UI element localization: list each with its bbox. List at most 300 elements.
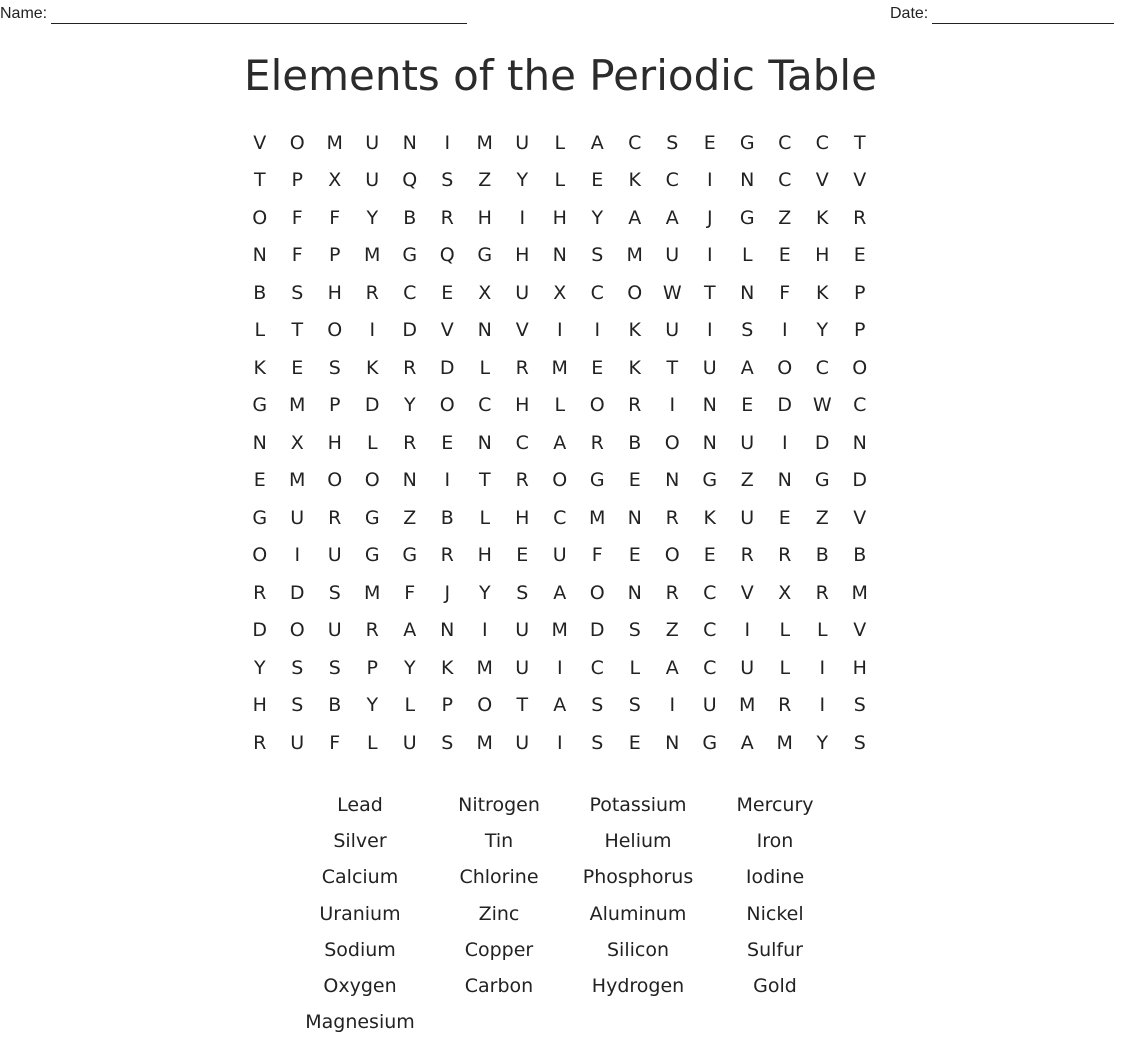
grid-letter: V bbox=[440, 319, 454, 342]
grid-letter: U bbox=[702, 694, 717, 717]
grid-letter: R bbox=[253, 581, 267, 604]
grid-letter: E bbox=[441, 281, 454, 304]
grid-letter: R bbox=[665, 581, 679, 604]
grid-letter: N bbox=[402, 131, 417, 154]
grid-letter: C bbox=[778, 131, 792, 154]
grid-letter: N bbox=[627, 581, 642, 604]
grid-letter: F bbox=[329, 206, 341, 229]
grid-letter: I bbox=[744, 619, 751, 642]
grid-letter: L bbox=[404, 694, 416, 717]
grid-letter: D bbox=[252, 619, 268, 642]
grid-letter: C bbox=[590, 281, 604, 304]
grid-letter: X bbox=[290, 431, 304, 454]
grid-letter: C bbox=[703, 656, 717, 679]
grid-letter: D bbox=[289, 581, 305, 604]
name-label: Name: bbox=[0, 5, 48, 22]
grid-letter: T bbox=[666, 356, 679, 379]
grid-letter: A bbox=[403, 619, 417, 642]
grid-letter: Y bbox=[591, 206, 604, 229]
grid-letter: K bbox=[441, 656, 454, 679]
word-list-item: Sodium bbox=[324, 938, 396, 961]
grid-letter: C bbox=[553, 506, 567, 529]
grid-letter: M bbox=[626, 244, 643, 267]
grid-letter: A bbox=[665, 656, 679, 679]
grid-letter: U bbox=[740, 506, 755, 529]
grid-letter: G bbox=[364, 506, 380, 529]
grid-letter: P bbox=[329, 394, 341, 417]
grid-letter: T bbox=[253, 169, 266, 192]
grid-letter: V bbox=[515, 319, 529, 342]
grid-letter: L bbox=[741, 244, 753, 267]
grid-letter: S bbox=[853, 694, 866, 717]
grid-letter: G bbox=[402, 544, 418, 567]
grid-letter: N bbox=[627, 506, 642, 529]
grid-letter: N bbox=[477, 431, 492, 454]
grid-letter: N bbox=[552, 244, 567, 267]
grid-letter: I bbox=[294, 544, 301, 567]
grid-letter: V bbox=[853, 506, 867, 529]
grid-letter: O bbox=[439, 394, 455, 417]
grid-letter: U bbox=[327, 544, 342, 567]
grid-letter: O bbox=[777, 356, 793, 379]
grid-letter: C bbox=[665, 169, 679, 192]
letter-grid bbox=[241, 124, 878, 762]
grid-letter: V bbox=[815, 169, 829, 192]
grid-letter: U bbox=[665, 319, 680, 342]
grid-letter: V bbox=[253, 131, 267, 154]
grid-letter: S bbox=[328, 656, 341, 679]
grid-letter: D bbox=[814, 431, 830, 454]
grid-letter: A bbox=[665, 206, 679, 229]
grid-letter: K bbox=[703, 506, 716, 529]
grid-letter: I bbox=[819, 694, 826, 717]
grid-letter: I bbox=[781, 431, 788, 454]
grid-letter: Y bbox=[366, 206, 379, 229]
grid-letter: I bbox=[519, 206, 526, 229]
grid-letter: Q bbox=[439, 244, 455, 267]
grid-letter: U bbox=[552, 544, 567, 567]
word-list-item: Iron bbox=[756, 830, 794, 853]
grid-letter: P bbox=[854, 281, 866, 304]
grid-letter: E bbox=[741, 394, 754, 417]
grid-letter: E bbox=[591, 169, 604, 192]
grid-letter: I bbox=[594, 319, 601, 342]
grid-letter: C bbox=[703, 581, 717, 604]
grid-letter: C bbox=[590, 656, 604, 679]
grid-letter: A bbox=[553, 581, 567, 604]
grid-letter: K bbox=[366, 356, 379, 379]
grid-letter: P bbox=[291, 169, 303, 192]
grid-letter: H bbox=[552, 206, 567, 229]
grid-letter: B bbox=[328, 694, 342, 717]
grid-letter: Z bbox=[740, 469, 754, 492]
grid-letter: F bbox=[404, 581, 416, 604]
grid-letter: C bbox=[478, 394, 492, 417]
word-list-item: Nickel bbox=[746, 902, 804, 925]
grid-letter: O bbox=[477, 694, 493, 717]
word-list-item: Helium bbox=[604, 830, 672, 853]
grid-letter: G bbox=[364, 544, 380, 567]
grid-letter: C bbox=[403, 281, 417, 304]
grid-letter: O bbox=[852, 356, 868, 379]
grid-letter: N bbox=[702, 394, 717, 417]
grid-letter: S bbox=[628, 619, 641, 642]
grid-letter: N bbox=[665, 731, 680, 754]
grid-letter: H bbox=[852, 656, 867, 679]
word-list-item: Uranium bbox=[319, 902, 401, 925]
word-list bbox=[290, 787, 842, 1040]
grid-letter: D bbox=[852, 469, 868, 492]
grid-letter: M bbox=[364, 244, 381, 267]
grid-letter: R bbox=[665, 506, 679, 529]
grid-letter: S bbox=[591, 731, 604, 754]
grid-letter: Q bbox=[402, 169, 418, 192]
grid-letter: W bbox=[812, 394, 832, 417]
grid-letter: K bbox=[628, 356, 641, 379]
grid-letter: Y bbox=[516, 169, 529, 192]
grid-letter: M bbox=[851, 581, 868, 604]
grid-letter: L bbox=[816, 619, 828, 642]
grid-letter: O bbox=[289, 131, 305, 154]
grid-letter: U bbox=[290, 731, 305, 754]
grid-letter: M bbox=[776, 731, 793, 754]
grid-letter: M bbox=[326, 131, 343, 154]
grid-letter: S bbox=[666, 131, 679, 154]
grid-letter: L bbox=[479, 356, 491, 379]
grid-letter: U bbox=[365, 131, 380, 154]
grid-letter: S bbox=[741, 319, 754, 342]
grid-letter: K bbox=[816, 281, 829, 304]
grid-letter: G bbox=[402, 244, 418, 267]
grid-letter: F bbox=[591, 544, 603, 567]
grid-letter: S bbox=[591, 694, 604, 717]
grid-letter: H bbox=[327, 431, 342, 454]
grid-letter: N bbox=[402, 469, 417, 492]
grid-letter: W bbox=[662, 281, 682, 304]
grid-letter: Y bbox=[816, 731, 829, 754]
grid-letter: I bbox=[669, 694, 676, 717]
name-blank-line[interactable] bbox=[51, 7, 467, 24]
grid-letter: E bbox=[441, 431, 454, 454]
grid-letter: I bbox=[556, 656, 563, 679]
grid-letter: P bbox=[329, 244, 341, 267]
grid-letter: M bbox=[289, 394, 306, 417]
grid-letter: C bbox=[815, 131, 829, 154]
grid-letter: E bbox=[253, 469, 266, 492]
grid-letter: R bbox=[515, 469, 529, 492]
grid-letter: G bbox=[252, 506, 268, 529]
grid-letter: C bbox=[853, 394, 867, 417]
grid-letter: R bbox=[440, 544, 454, 567]
word-list-item: Hydrogen bbox=[591, 974, 685, 997]
grid-letter: E bbox=[291, 356, 304, 379]
grid-letter: N bbox=[702, 431, 717, 454]
grid-letter: I bbox=[706, 169, 713, 192]
grid-letter: F bbox=[779, 281, 791, 304]
grid-letter: C bbox=[778, 169, 792, 192]
grid-letter: Z bbox=[478, 169, 492, 192]
grid-letter: R bbox=[365, 619, 379, 642]
grid-letter: Y bbox=[366, 694, 379, 717]
word-list-item: Oxygen bbox=[323, 974, 397, 997]
grid-letter: U bbox=[327, 619, 342, 642]
grid-letter: S bbox=[291, 656, 304, 679]
grid-letter: F bbox=[291, 244, 303, 267]
grid-letter: O bbox=[289, 619, 305, 642]
grid-letter: I bbox=[481, 619, 488, 642]
grid-letter: I bbox=[369, 319, 376, 342]
grid-letter: T bbox=[853, 131, 866, 154]
grid-letter: U bbox=[740, 431, 755, 454]
grid-letter: M bbox=[476, 131, 493, 154]
page-title: Elements of the Periodic Table bbox=[244, 51, 877, 100]
grid-letter: Y bbox=[403, 394, 416, 417]
grid-letter: S bbox=[291, 694, 304, 717]
name-field[interactable] bbox=[0, 4, 467, 24]
grid-letter: O bbox=[664, 544, 680, 567]
grid-letter: H bbox=[515, 244, 530, 267]
grid-letter: M bbox=[476, 656, 493, 679]
grid-letter: D bbox=[402, 319, 418, 342]
grid-letter: S bbox=[628, 694, 641, 717]
grid-letter: S bbox=[441, 169, 454, 192]
grid-letter: U bbox=[515, 281, 530, 304]
grid-letter: G bbox=[739, 206, 755, 229]
grid-letter: F bbox=[291, 206, 303, 229]
grid-letter: M bbox=[589, 506, 606, 529]
grid-letter: I bbox=[669, 394, 676, 417]
grid-letter: L bbox=[554, 169, 566, 192]
grid-letter: S bbox=[328, 581, 341, 604]
grid-letter: E bbox=[853, 244, 866, 267]
grid-letter: J bbox=[706, 206, 713, 229]
grid-letter: Z bbox=[778, 206, 792, 229]
grid-letter: G bbox=[702, 469, 718, 492]
grid-letter: O bbox=[589, 394, 605, 417]
date-blank-line[interactable] bbox=[932, 7, 1114, 24]
grid-letter: G bbox=[252, 394, 268, 417]
grid-letter: H bbox=[515, 394, 530, 417]
grid-letter: N bbox=[777, 469, 792, 492]
grid-letter: I bbox=[781, 319, 788, 342]
grid-letter: R bbox=[740, 544, 754, 567]
grid-letter: N bbox=[740, 281, 755, 304]
word-list-item: Aluminum bbox=[589, 902, 687, 925]
grid-letter: G bbox=[477, 244, 493, 267]
grid-letter: S bbox=[853, 731, 866, 754]
grid-letter: Y bbox=[253, 656, 266, 679]
word-list-item: Carbon bbox=[464, 974, 534, 997]
grid-letter: Z bbox=[403, 506, 417, 529]
grid-letter: G bbox=[589, 469, 605, 492]
grid-letter: R bbox=[440, 206, 454, 229]
grid-letter: T bbox=[291, 319, 304, 342]
grid-letter: R bbox=[815, 581, 829, 604]
grid-letter: O bbox=[627, 281, 643, 304]
word-list-item: Calcium bbox=[321, 866, 399, 889]
grid-letter: U bbox=[515, 731, 530, 754]
grid-letter: O bbox=[664, 431, 680, 454]
grid-letter: H bbox=[327, 281, 342, 304]
grid-letter: E bbox=[778, 244, 791, 267]
grid-letter: E bbox=[516, 544, 529, 567]
date-label: Date: bbox=[890, 5, 929, 22]
grid-letter: H bbox=[252, 694, 267, 717]
grid-letter: S bbox=[441, 731, 454, 754]
grid-letter: B bbox=[628, 431, 642, 454]
word-list-item: Chlorine bbox=[459, 866, 539, 889]
grid-letter: M bbox=[551, 619, 568, 642]
grid-letter: Y bbox=[816, 319, 829, 342]
grid-letter: B bbox=[440, 506, 454, 529]
grid-letter: U bbox=[365, 169, 380, 192]
grid-letter: F bbox=[329, 731, 341, 754]
grid-letter: O bbox=[327, 469, 343, 492]
word-list-item: Sulfur bbox=[747, 938, 803, 961]
grid-letter: V bbox=[853, 169, 867, 192]
grid-letter: E bbox=[628, 469, 641, 492]
grid-letter: M bbox=[289, 469, 306, 492]
grid-letter: K bbox=[816, 206, 829, 229]
grid-letter: G bbox=[739, 131, 755, 154]
grid-letter: H bbox=[477, 206, 492, 229]
grid-letter: M bbox=[364, 581, 381, 604]
grid-letter: T bbox=[478, 469, 491, 492]
grid-letter: R bbox=[403, 356, 417, 379]
grid-letter: L bbox=[554, 394, 566, 417]
word-list-item: Gold bbox=[753, 974, 797, 997]
grid-letter: U bbox=[702, 356, 717, 379]
grid-letter: T bbox=[516, 694, 529, 717]
grid-letter: D bbox=[364, 394, 380, 417]
word-list-item: Magnesium bbox=[305, 1011, 415, 1034]
word-list-item: Mercury bbox=[736, 794, 814, 816]
grid-letter: S bbox=[516, 581, 529, 604]
word-list-item: Lead bbox=[337, 794, 383, 816]
grid-letter: D bbox=[589, 619, 605, 642]
grid-letter: M bbox=[476, 731, 493, 754]
word-list-item: Phosphorus bbox=[582, 866, 694, 889]
grid-letter: I bbox=[556, 319, 563, 342]
grid-letter: H bbox=[815, 244, 830, 267]
grid-letter: O bbox=[552, 469, 568, 492]
grid-letter: L bbox=[366, 431, 378, 454]
grid-letter: A bbox=[590, 131, 604, 154]
grid-letter: R bbox=[365, 281, 379, 304]
grid-letter: B bbox=[403, 206, 417, 229]
grid-letter: U bbox=[665, 244, 680, 267]
grid-letter: B bbox=[253, 281, 267, 304]
grid-letter: N bbox=[477, 319, 492, 342]
grid-letter: L bbox=[366, 731, 378, 754]
grid-letter: L bbox=[554, 131, 566, 154]
grid-letter: R bbox=[628, 394, 642, 417]
grid-letter: A bbox=[628, 206, 642, 229]
grid-letter: O bbox=[364, 469, 380, 492]
grid-letter: N bbox=[665, 469, 680, 492]
grid-letter: L bbox=[779, 619, 791, 642]
grid-letter: R bbox=[328, 506, 342, 529]
grid-letter: U bbox=[290, 506, 305, 529]
grid-letter: I bbox=[444, 469, 451, 492]
grid-letter: P bbox=[366, 656, 378, 679]
grid-letter: O bbox=[252, 544, 268, 567]
grid-letter: U bbox=[515, 619, 530, 642]
grid-letter: L bbox=[254, 319, 266, 342]
grid-letter: I bbox=[706, 244, 713, 267]
grid-letter: C bbox=[515, 431, 529, 454]
grid-letter: L bbox=[629, 656, 641, 679]
grid-letter: O bbox=[589, 581, 605, 604]
grid-letter: N bbox=[252, 244, 267, 267]
grid-letter: X bbox=[778, 581, 792, 604]
grid-letter: T bbox=[703, 281, 716, 304]
grid-letter: C bbox=[703, 619, 717, 642]
grid-letter: K bbox=[253, 356, 266, 379]
grid-letter: R bbox=[515, 356, 529, 379]
grid-letter: I bbox=[706, 319, 713, 342]
word-list-item: Tin bbox=[484, 830, 514, 853]
grid-letter: H bbox=[515, 506, 530, 529]
grid-letter: D bbox=[439, 356, 455, 379]
grid-letter: E bbox=[591, 356, 604, 379]
grid-letter: R bbox=[778, 544, 792, 567]
grid-letter: Z bbox=[665, 619, 679, 642]
grid-letter: R bbox=[778, 694, 792, 717]
word-list-item: Silver bbox=[333, 830, 387, 853]
grid-letter: L bbox=[779, 656, 791, 679]
grid-letter: I bbox=[444, 131, 451, 154]
grid-letter: S bbox=[291, 281, 304, 304]
grid-letter: N bbox=[852, 431, 867, 454]
grid-letter: L bbox=[479, 506, 491, 529]
word-list-item: Iodine bbox=[745, 866, 805, 889]
grid-letter: V bbox=[740, 581, 754, 604]
grid-letter: I bbox=[556, 731, 563, 754]
grid-letter: R bbox=[853, 206, 867, 229]
date-field[interactable] bbox=[890, 4, 1114, 24]
grid-letter: P bbox=[441, 694, 453, 717]
grid-letter: A bbox=[553, 431, 567, 454]
grid-letter: V bbox=[853, 619, 867, 642]
grid-letter: N bbox=[440, 619, 455, 642]
grid-letter: N bbox=[740, 169, 755, 192]
grid-letter: X bbox=[328, 169, 342, 192]
grid-letter: E bbox=[703, 544, 716, 567]
grid-letter: B bbox=[815, 544, 829, 567]
grid-letter: X bbox=[553, 281, 567, 304]
grid-letter: M bbox=[739, 694, 756, 717]
grid-letter: Z bbox=[815, 506, 829, 529]
grid-letter: E bbox=[628, 731, 641, 754]
grid-letter: A bbox=[740, 356, 754, 379]
grid-letter: U bbox=[740, 656, 755, 679]
grid-letter: M bbox=[551, 356, 568, 379]
grid-letter: E bbox=[778, 506, 791, 529]
grid-letter: R bbox=[403, 431, 417, 454]
grid-letter: U bbox=[515, 131, 530, 154]
grid-letter: H bbox=[477, 544, 492, 567]
grid-letter: A bbox=[553, 694, 567, 717]
word-list-item: Nitrogen bbox=[458, 794, 540, 816]
grid-letter: S bbox=[591, 244, 604, 267]
grid-letter: A bbox=[740, 731, 754, 754]
word-list-item: Copper bbox=[464, 938, 534, 961]
grid-letter: Y bbox=[478, 581, 491, 604]
grid-letter: U bbox=[515, 656, 530, 679]
grid-letter: O bbox=[252, 206, 268, 229]
grid-letter: O bbox=[327, 319, 343, 342]
